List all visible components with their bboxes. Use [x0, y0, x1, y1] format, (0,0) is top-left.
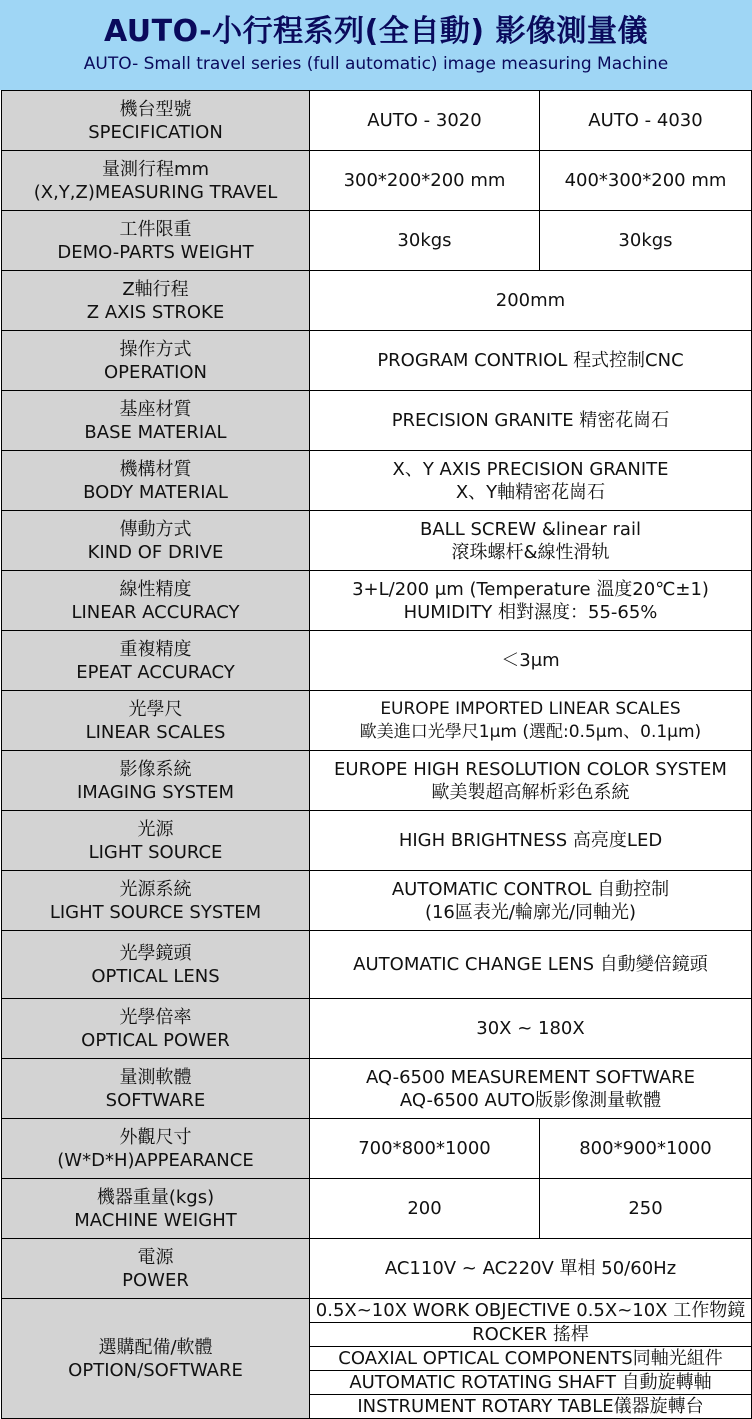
value-cell: 250 — [540, 1179, 752, 1239]
row-label: 電源 POWER — [2, 1239, 310, 1299]
table-row — [2, 871, 752, 931]
table-row — [2, 451, 752, 511]
page-header — [0, 0, 752, 90]
table-row — [2, 391, 752, 451]
row-label: 選購配備/軟體 OPTION/SOFTWARE — [2, 1299, 310, 1419]
table-row — [2, 571, 752, 631]
row-label: 基座材質 BASE MATERIAL — [2, 391, 310, 451]
row-label: 機台型號 SPECIFICATION — [2, 91, 310, 151]
value-cell: 300*200*200 mm — [310, 151, 540, 211]
row-label: 光源 LIGHT SOURCE — [2, 811, 310, 871]
row-label: 重複精度 EPEAT ACCURACY — [2, 631, 310, 691]
table-row — [2, 999, 752, 1059]
value-cell: AUTO - 4030 — [540, 91, 752, 151]
option-item: ROCKER 搖桿 — [310, 1323, 752, 1347]
value-cell: EUROPE IMPORTED LINEAR SCALES 歐美進口光學尺1μm (選配:0.5μm、0.1μm) — [310, 691, 752, 751]
row-label: 傳動方式 KIND OF DRIVE — [2, 511, 310, 571]
value-cell: 400*300*200 mm — [540, 151, 752, 211]
page-title: AUTO-小行程系列(全自動) 影像測量儀 — [104, 14, 648, 49]
value-cell: AUTO - 3020 — [310, 91, 540, 151]
value-cell: PRECISION GRANITE 精密花崗石 — [310, 391, 752, 451]
table-row — [2, 271, 752, 331]
row-label: 量測行程mm (X,Y,Z)MEASURING TRAVEL — [2, 151, 310, 211]
value-cell: EUROPE HIGH RESOLUTION COLOR SYSTEM 歐美製超高解析彩色系統 — [310, 751, 752, 811]
table-row — [2, 1119, 752, 1179]
table-row — [2, 1179, 752, 1239]
value-cell: AUTOMATIC CONTROL 自動控制 (16區表光/輪廓光/同軸光) — [310, 871, 752, 931]
option-item: COAXIAL OPTICAL COMPONENTS同軸光組件 — [310, 1347, 752, 1371]
value-cell: AQ-6500 MEASUREMENT SOFTWARE AQ-6500 AUTO版影像測量軟體 — [310, 1059, 752, 1119]
table-row — [2, 151, 752, 211]
table-row — [2, 1299, 752, 1323]
table-row — [2, 691, 752, 751]
value-cell: 30X ~ 180X — [310, 999, 752, 1059]
table-row — [2, 751, 752, 811]
table-row — [2, 1239, 752, 1299]
value-cell: AC110V ~ AC220V 單相 50/60Hz — [310, 1239, 752, 1299]
value-cell: BALL SCREW &linear rail 滾珠螺杆&線性滑轨 — [310, 511, 752, 571]
row-label: 量測軟體 SOFTWARE — [2, 1059, 310, 1119]
value-cell: X、Y AXIS PRECISION GRANITE X、Y軸精密花崗石 — [310, 451, 752, 511]
table-row — [2, 811, 752, 871]
table-row — [2, 1059, 752, 1119]
value-cell: 700*800*1000 — [310, 1119, 540, 1179]
table-row — [2, 211, 752, 271]
table-row — [2, 511, 752, 571]
page-subtitle: AUTO- Small travel series (full automatic) image measuring Machine — [83, 54, 669, 74]
value-cell: ＜3μm — [310, 631, 752, 691]
option-item: 0.5X~10X WORK OBJECTIVE 0.5X~10X 工作物鏡 — [310, 1299, 752, 1323]
value-cell: PROGRAM CONTRIOL 程式控制CNC — [310, 331, 752, 391]
value-cell: HIGH BRIGHTNESS 高亮度LED — [310, 811, 752, 871]
value-cell: 200 — [310, 1179, 540, 1239]
row-label: 光學尺 LINEAR SCALES — [2, 691, 310, 751]
table-row — [2, 91, 752, 151]
table-row — [2, 631, 752, 691]
table-row — [2, 331, 752, 391]
spec-table — [1, 90, 752, 1419]
row-label: 外觀尺寸 (W*D*H)APPEARANCE — [2, 1119, 310, 1179]
row-label: 機器重量(kgs) MACHINE WEIGHT — [2, 1179, 310, 1239]
row-label: 光學鏡頭 OPTICAL LENS — [2, 931, 310, 999]
row-label: 線性精度 LINEAR ACCURACY — [2, 571, 310, 631]
row-label: 工件限重 DEMO-PARTS WEIGHT — [2, 211, 310, 271]
value-cell: 30kgs — [310, 211, 540, 271]
table-row — [2, 931, 752, 999]
row-label: 光源系統 LIGHT SOURCE SYSTEM — [2, 871, 310, 931]
value-cell: 30kgs — [540, 211, 752, 271]
value-cell: 3+L/200 μm (Temperature 溫度20℃±1) HUMIDITY 相對濕度：55-65% — [310, 571, 752, 631]
value-cell: 800*900*1000 — [540, 1119, 752, 1179]
value-cell: AUTOMATIC CHANGE LENS 自動變倍鏡頭 — [310, 931, 752, 999]
value-cell: 200mm — [310, 271, 752, 331]
row-label: 機構材質 BODY MATERIAL — [2, 451, 310, 511]
row-label: Z軸行程 Z AXIS STROKE — [2, 271, 310, 331]
option-item: AUTOMATIC ROTATING SHAFT 自動旋轉軸 — [310, 1371, 752, 1395]
row-label: 影像系統 IMAGING SYSTEM — [2, 751, 310, 811]
row-label: 操作方式 OPERATION — [2, 331, 310, 391]
option-item: INSTRUMENT ROTARY TABLE儀器旋轉台 — [310, 1395, 752, 1419]
row-label: 光學倍率 OPTICAL POWER — [2, 999, 310, 1059]
